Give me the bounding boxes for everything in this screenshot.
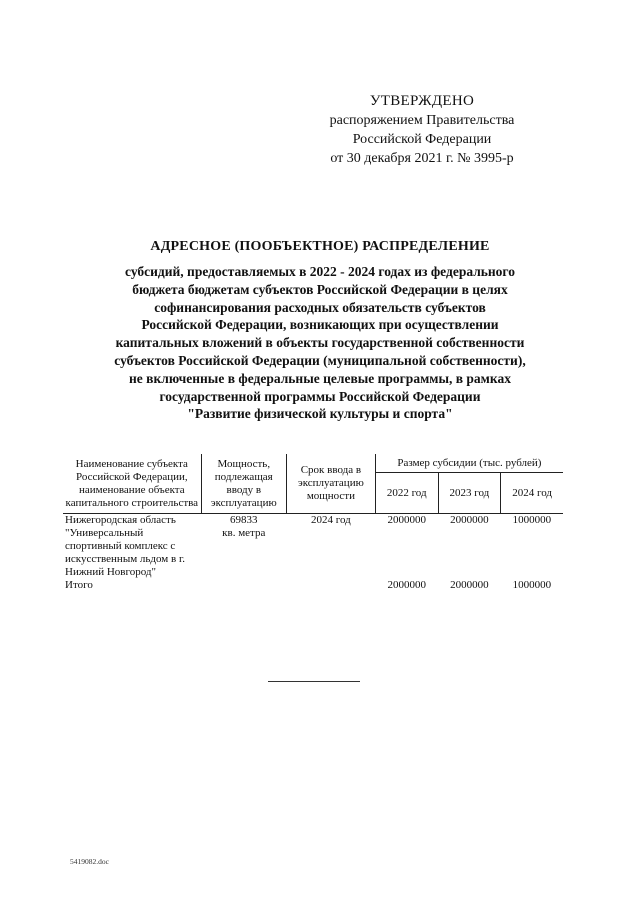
capacity-unit: кв. метра: [222, 527, 266, 539]
approval-line-1: распоряжением Правительства: [329, 113, 515, 128]
header-year-2023: 2023 год: [438, 473, 501, 514]
subtitle-line: капитальных вложений в объекты государственной собственности: [115, 335, 525, 351]
table-total-row: [63, 579, 563, 592]
cell-term: 2024 год: [311, 514, 351, 526]
subtitle-line: субъектов Российской Федерации (муниципальной собственности),: [114, 352, 526, 368]
approval-line-2: Российской Федерации: [352, 132, 492, 147]
header-year-2022: 2022 год: [375, 473, 438, 514]
subtitle-line: субсидий, предоставляемых в 2022 - 2024 годах из федерального: [125, 264, 515, 279]
header-name: Наименование субъекта Российской Федерации, наименование объекта капитального строительства: [63, 454, 201, 514]
subtitle-line: не включенные в федеральные целевые программы, в рамках: [129, 370, 511, 386]
header-year-2024: 2024 год: [501, 473, 563, 514]
approval-heading: УТВЕРЖДЕНО: [369, 93, 475, 109]
subtitle-line: софинансирования расходных обязательств субъектов: [154, 299, 486, 315]
approval-stamp: [292, 92, 552, 168]
subtitle-line: Российской Федерации, возникающих при осуществлении: [141, 317, 499, 333]
cell-capacity: [201, 514, 286, 580]
cell-2023: 2000000: [450, 514, 489, 526]
subtitle-line: бюджета бюджетам субъектов Российской Федерации в целях: [132, 281, 508, 297]
subtitle-line: "Развитие физической культуры и спорта": [187, 406, 453, 422]
cell-2022: 2000000: [387, 514, 426, 526]
cell-2024: 1000000: [512, 514, 552, 526]
file-reference: 5419082.doc: [70, 857, 109, 866]
approval-line-3: от 30 декабря 2021 г. № 3995-р: [330, 151, 514, 166]
document-title: АДРЕСНОЕ (ПООБЪЕКТНОЕ) РАСПРЕДЕЛЕНИЕ: [150, 239, 490, 254]
header-capacity: Мощность, подлежащая вводу в эксплуатацию: [201, 454, 286, 514]
header-subsidy: Размер субсидии (тыс. рублей): [375, 454, 563, 473]
subtitle-line: государственной программы Российской Федерации: [159, 388, 481, 404]
separator-line: [268, 681, 360, 682]
cell-object-name: Нижегородская область "Универсальный спортивный комплекс с искусственным льдом в г. Нижний Новгород": [65, 514, 185, 578]
total-2022: 2000000: [387, 579, 426, 591]
distribution-table: [63, 454, 563, 592]
total-2023: 2000000: [450, 579, 489, 591]
total-label: Итого: [65, 579, 93, 591]
header-term: Срок ввода в эксплуатацию мощности: [286, 454, 375, 514]
capacity-value: 69833: [230, 514, 258, 526]
total-2024: 1000000: [512, 579, 552, 591]
document-subtitle: [60, 263, 580, 423]
table-row: [63, 514, 563, 580]
